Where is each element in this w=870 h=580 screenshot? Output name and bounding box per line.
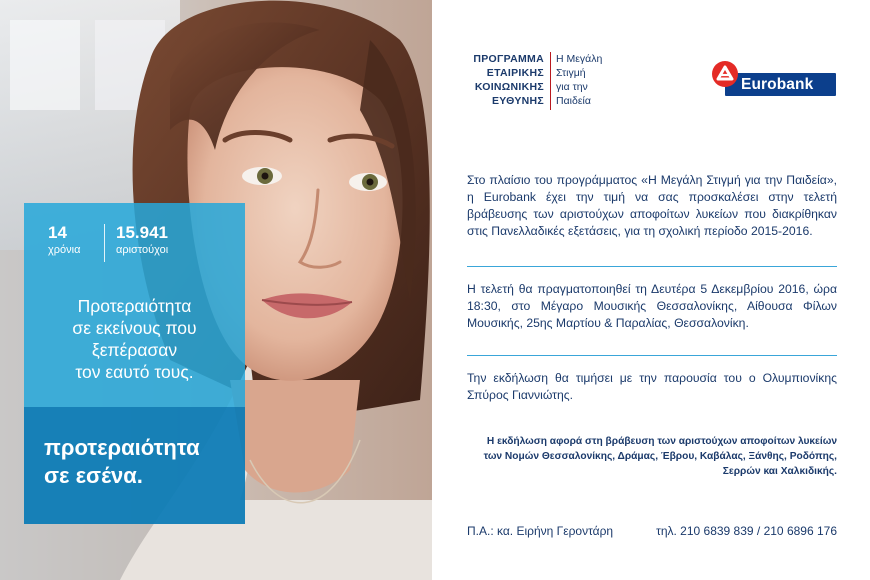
section-divider (467, 355, 837, 356)
slogan (44, 434, 200, 490)
guest-paragraph: Την εκδήλωση θα τιμήσει με την παρουσία του ο Ολυμπιονίκης Σπύρος Γιαννιώτης. (467, 371, 837, 402)
motto-line: τον εαυτό τους. (75, 362, 194, 382)
program-subtitle-line: Παιδεία (556, 95, 591, 107)
motto-line: Προτεραιότητα (77, 296, 192, 316)
eurobank-logo (711, 60, 837, 98)
stat-divider (104, 224, 105, 262)
eurobank-mark-icon (711, 60, 739, 88)
contact-name: Π.Α.: κα. Ειρήνη Γεροντάρη (467, 524, 614, 538)
program-subtitle-line: Η Μεγάλη (556, 53, 603, 65)
hero-photo (0, 0, 432, 580)
event-details-paragraph: Η τελετή θα πραγματοποιηθεί τη Δευτέρα 5 Δεκεμβρίου 2016, ώρα 18:30, στο Μέγαρο Μουσικής Θεσσαλονίκης, Αίθουσα Φίλων Μουσικής, 25ης Μαρτίου & Παραλίας, Θεσσαλονίκη. (467, 282, 837, 330)
stat-students (116, 223, 168, 257)
invitation-paragraph: Στο πλαίσιο του προγράμματος «Η Μεγάλη Στιγμή για την Παιδεία», η Eurobank έχει την τιμή να σας προσκαλέσει στην τελετή βράβευσης των αριστούχων αποφοίτων λυκείων που διακρίθηκαν στις Πανελλαδικές εξετάσεις, για τη σχολική περίοδο 2015-2016. (467, 173, 837, 238)
program-subtitle-line: Στιγμή (556, 67, 586, 79)
contact-phone: τηλ. 210 6839 839 / 210 6896 176 (656, 524, 837, 538)
stat-years-label: χρόνια (48, 244, 81, 256)
slogan-line: σε εσένα. (44, 463, 143, 488)
program-subtitle (556, 52, 602, 108)
slogan-panel (24, 407, 245, 524)
stats-panel (24, 203, 245, 407)
logo-text: Eurobank (741, 76, 814, 93)
stat-years (48, 223, 80, 257)
stat-years-number: 14 (48, 223, 67, 242)
highlight-box (24, 203, 245, 524)
motto (24, 295, 245, 383)
slogan-line: προτεραιότητα (44, 435, 200, 460)
program-title (462, 52, 544, 108)
stat-students-number: 15.941 (116, 223, 168, 242)
section-divider (467, 266, 837, 267)
program-divider (550, 52, 551, 110)
motto-line: ξεπέρασαν (91, 340, 178, 360)
program-title-line: ΕΤΑΙΡΙΚΗΣ (486, 67, 544, 79)
stat-students-label: αριστούχοι (116, 244, 169, 256)
program-title-line: ΚΟΙΝΩΝΙΚΗΣ (474, 81, 544, 93)
program-title-line: ΠΡΟΓΡΑΜΜΑ (473, 53, 544, 65)
scope-note: Η εκδήλωση αφορά στη βράβευση των αριστούχων αποφοίτων λυκείων των Νομών Θεσσαλονίκης, Δράμας, Έβρου, Καβάλας, Ξάνθης, Ροδόπης, Σερρών και Χαλκιδικής. (483, 436, 837, 477)
program-subtitle-line: για την (556, 81, 588, 93)
motto-line: σε εκείνους που (72, 318, 197, 338)
program-title-line: ΕΥΘΥΝΗΣ (491, 95, 544, 107)
